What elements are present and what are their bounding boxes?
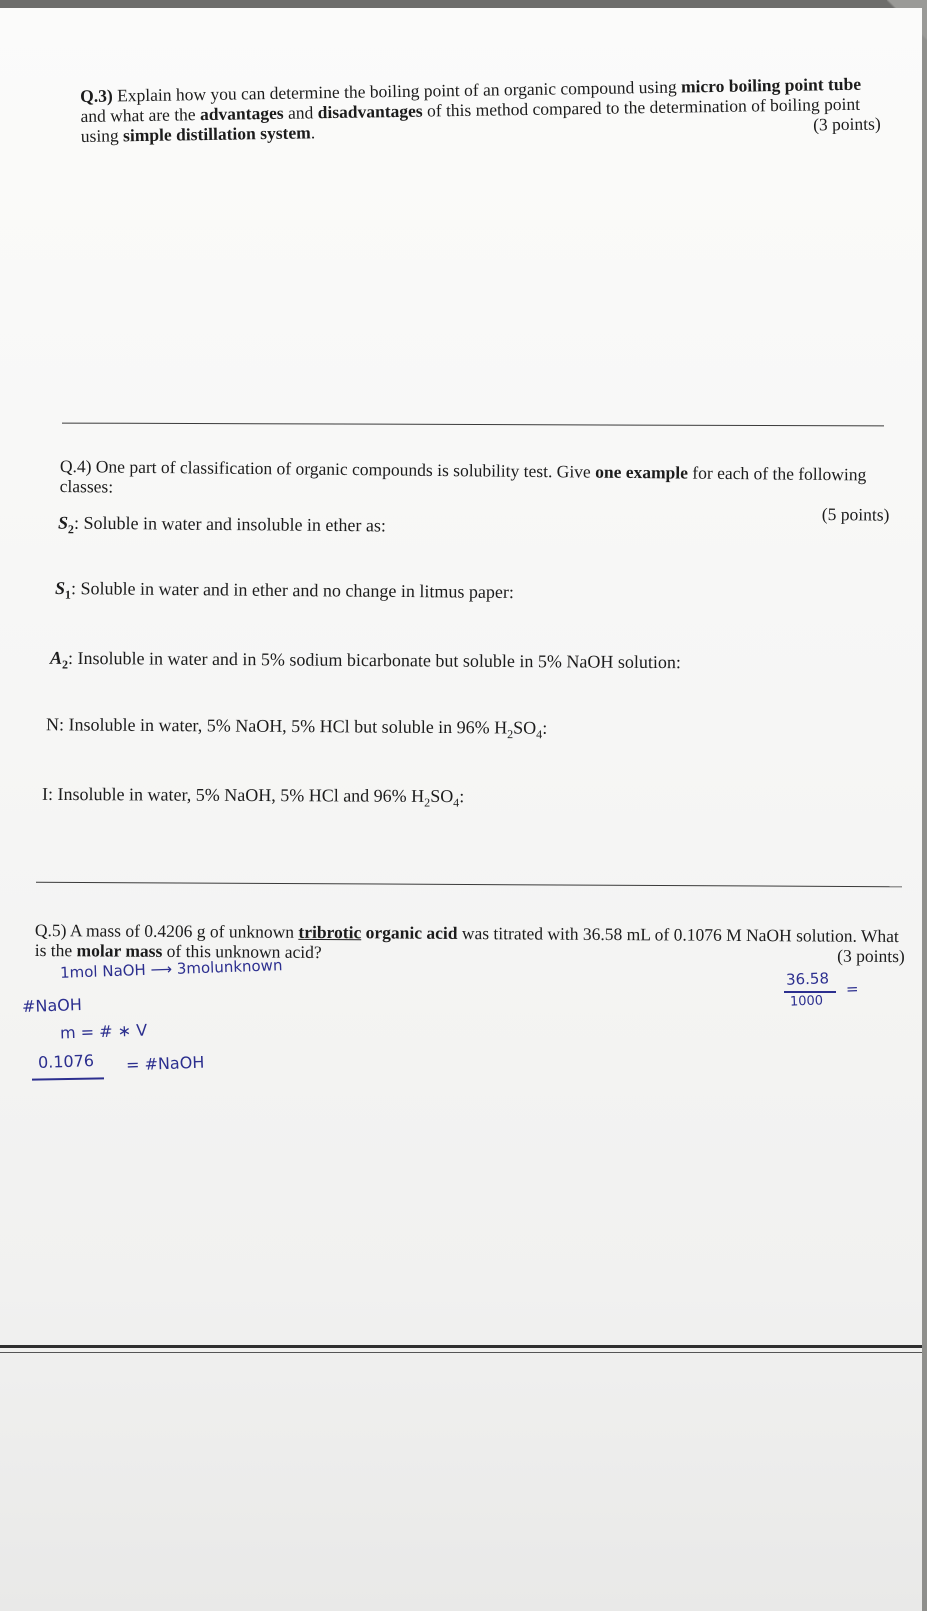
q3-text: Explain how you can determine the boiling point of an organic compound using	[116, 76, 682, 106]
q5-tribrotic: tribrotic	[298, 921, 362, 943]
q4-item-a2: $A_2$: Insoluble in water and in 5% sodium bicarbonate but soluble in 5% NaOH solution:	[49, 647, 681, 673]
q4-intro-bold: one example	[595, 461, 689, 483]
q3-bold-term: disadvantages	[317, 100, 423, 123]
q3-text: of this method compared to the determination of boiling point using	[80, 93, 861, 146]
q5-text: was titrated with 36.58 mL of 0.1076 M NaOH solution. What is the	[34, 922, 899, 961]
q3-number: Q.3)	[80, 85, 113, 106]
question-3	[80, 73, 881, 146]
q4-intro: for each of the following classes:	[59, 462, 867, 497]
q4-intro: One part of classification of organic compounds is solubility test. Give	[95, 456, 596, 482]
handwritten-formula: m = # ∗ V	[59, 1020, 148, 1043]
exam-page	[0, 8, 922, 1611]
handwritten-molarity: 0.1076	[37, 1051, 95, 1072]
q4-item-s2: $S_2$: Soluble in water and insoluble in ether as:	[57, 512, 387, 537]
q3-points: (3 points)	[812, 113, 881, 135]
fraction-bar	[784, 991, 836, 993]
page-bottom-rule	[0, 1345, 922, 1348]
q3-text: and	[283, 102, 318, 123]
q5-number: Q.5)	[34, 920, 67, 941]
q3-bold-term: advantages	[199, 102, 284, 125]
q3-text: and what are the	[80, 104, 201, 126]
q5-text: A mass of 0.4206 g of unknown	[69, 920, 299, 942]
handwritten-mole-ratio: 1mol NaOH ⟶ 3molunknown	[59, 956, 283, 982]
q4-points: (5 points)	[821, 503, 890, 525]
q5-text: of this unknown acid?	[162, 940, 322, 963]
q4-item-n: N: Insoluble in water, 5% NaOH, 5% HCl but soluble in 96% $H_2SO_4$:	[45, 714, 548, 742]
handwritten-equals-moles: = #NaOH	[125, 1052, 205, 1075]
q5-bold: molar mass	[76, 940, 163, 961]
page-bottom-rule-thin	[0, 1352, 922, 1353]
q3-text: .	[310, 122, 316, 143]
handwritten-fraction-denominator: 1000	[789, 993, 824, 1010]
q3-bold-term: simple distillation system	[122, 122, 311, 146]
handwritten-fraction-numerator: 36.58	[785, 969, 830, 989]
q4-item-s1: $S_1$: Soluble in water and in ether and no change in litmus paper:	[54, 577, 514, 603]
handwritten-equals: =	[845, 979, 859, 999]
section-divider	[62, 423, 884, 427]
section-divider	[36, 882, 902, 888]
q5-points: (3 points)	[837, 945, 905, 967]
question-5	[35, 920, 905, 966]
q4-number: Q.4)	[59, 456, 92, 477]
q4-item-i: I: Insoluble in water, 5% NaOH, 5% HCl and 96% $H_2SO_4$:	[41, 783, 465, 810]
q5-bold: organic acid	[361, 922, 458, 943]
handwritten-underline	[32, 1077, 104, 1080]
handwritten-moles-naoh: #NaOH	[21, 994, 83, 1017]
q3-bold-term: micro boiling point tube	[680, 73, 862, 97]
